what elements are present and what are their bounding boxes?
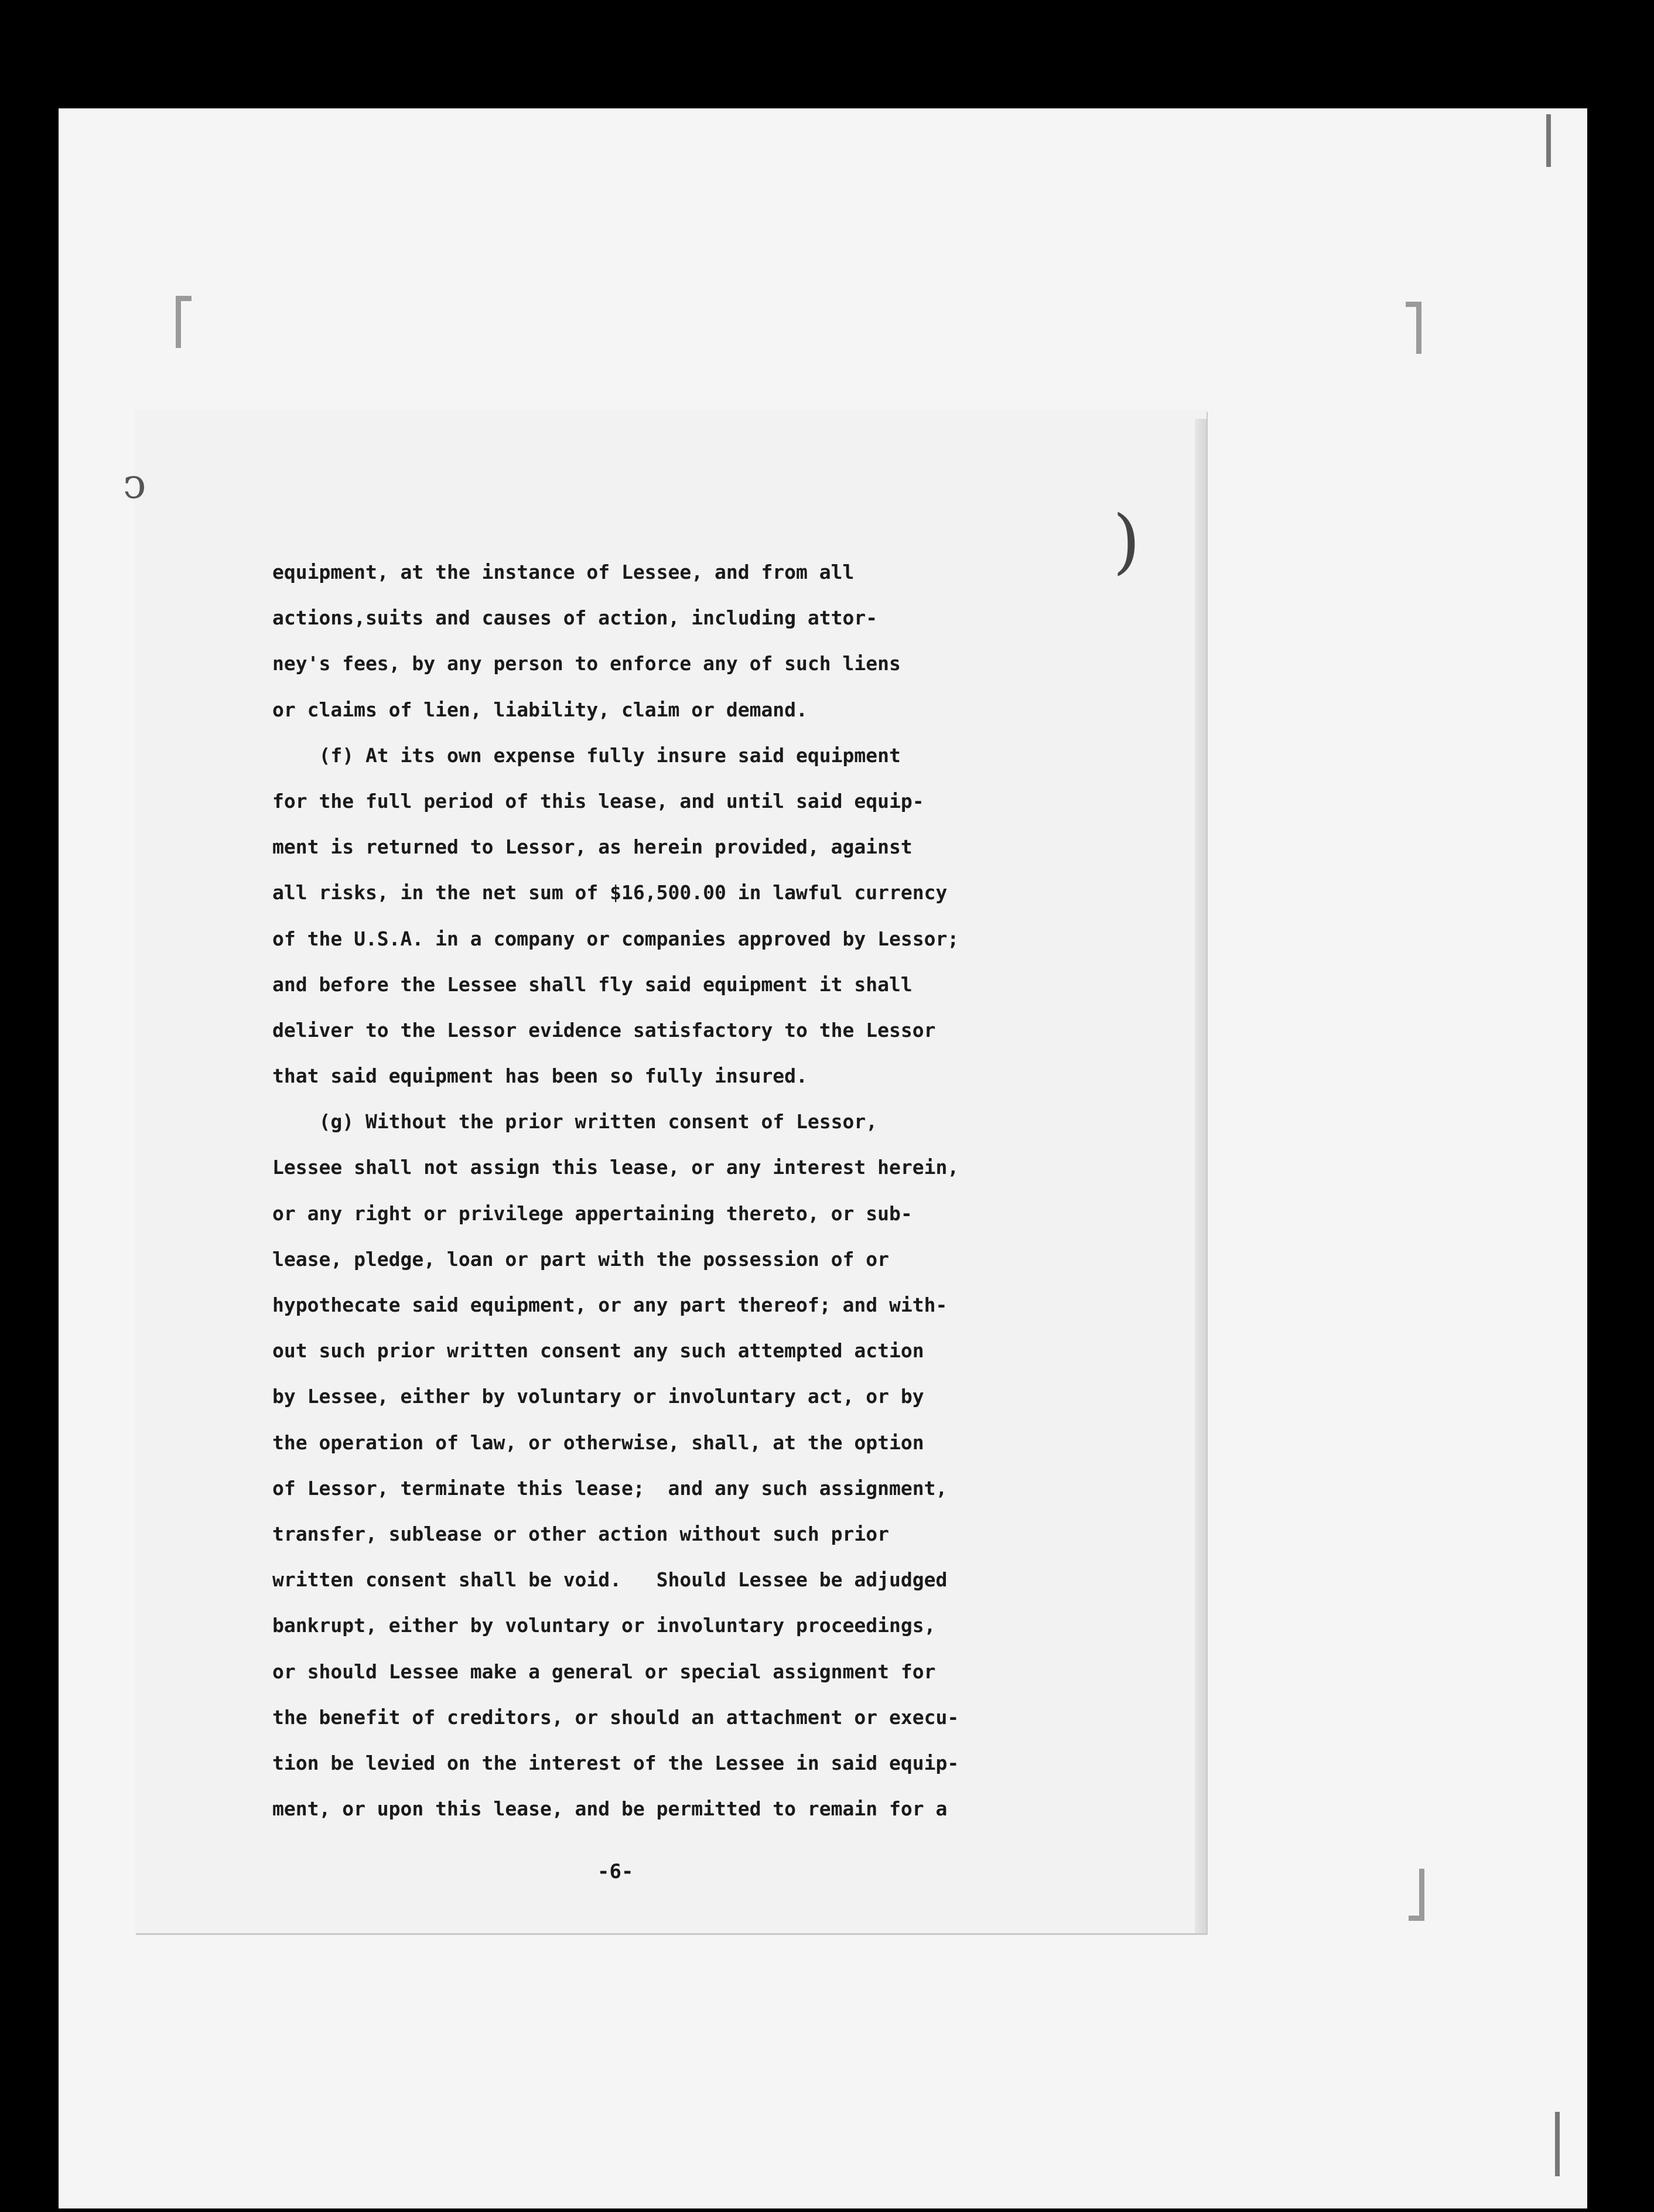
text-line: actions,suits and causes of action, including attor- [272, 606, 878, 630]
text-line: or claims of lien, liability, claim or demand. [272, 698, 808, 721]
page-number: -6- [597, 1860, 634, 1883]
text-line: ment, or upon this lease, and be permitted to remain for a [272, 1797, 948, 1821]
text-line: the benefit of creditors, or should an attachment or execu- [272, 1705, 959, 1729]
crop-mark-top-left [176, 296, 192, 348]
text-line: tion be levied on the interest of the Lessee in said equip- [272, 1751, 959, 1774]
text-line: deliver to the Lessor evidence satisfactory to the Lessor [272, 1018, 936, 1042]
text-line: the operation of law, or otherwise, shall, at the option [272, 1431, 924, 1454]
text-line: and before the Lessee shall fly said equipment it shall [272, 972, 913, 996]
margin-pencil-mark: ) [1113, 501, 1140, 582]
frame-edge-bottom-right [1555, 2112, 1560, 2176]
text-line: equipment, at the instance of Lessee, and from all [272, 561, 855, 583]
frame-edge-top-right [1546, 114, 1551, 167]
text-line: or should Lessee make a general or special assignment for [272, 1660, 936, 1683]
text-line: ney's fees, by any person to enforce any of such liens [272, 652, 901, 675]
text-line: of the U.S.A. in a company or companies approved by Lessor; [272, 927, 959, 950]
crop-mark-top-right [1406, 302, 1421, 354]
text-line: that said equipment has been so fully insured. [272, 1064, 808, 1088]
typed-text-block [272, 549, 1092, 1832]
text-line: all risks, in the net sum of $16,500.00 in lawful currency [272, 881, 948, 904]
text-line: for the full period of this lease, and until said equip- [272, 789, 924, 813]
text-line: or any right or privilege appertaining thereto, or sub- [272, 1201, 913, 1225]
text-line: written consent shall be void. Should Lessee be adjudged [272, 1568, 948, 1592]
text-line: of Lessor, terminate this lease; and any such assignment, [272, 1476, 948, 1500]
text-line: bankrupt, either by voluntary or involuntary proceedings, [272, 1614, 936, 1637]
text-line: out such prior written consent any such attempted action [272, 1339, 924, 1363]
text-line: ment is returned to Lessor, as herein provided, against [272, 835, 913, 859]
text-line: hypothecate said equipment, or any part thereof; and with- [272, 1293, 948, 1316]
text-line: Lessee shall not assign this lease, or any interest herein, [272, 1156, 959, 1179]
text-line: transfer, sublease or other action without such prior [272, 1522, 889, 1545]
text-line: (f) At its own expense fully insure said equipment [272, 743, 901, 767]
text-line: (g) Without the prior written consent of Lessor, [272, 1110, 878, 1134]
crop-mark-bottom-right [1409, 1869, 1424, 1921]
text-line: lease, pledge, loan or part with the possession of or [272, 1247, 889, 1271]
text-line: by Lessee, either by voluntary or involuntary act, or by [272, 1385, 924, 1408]
margin-circle-mark: ↄ [123, 460, 146, 508]
page-shadow-edge [1195, 419, 1207, 1933]
